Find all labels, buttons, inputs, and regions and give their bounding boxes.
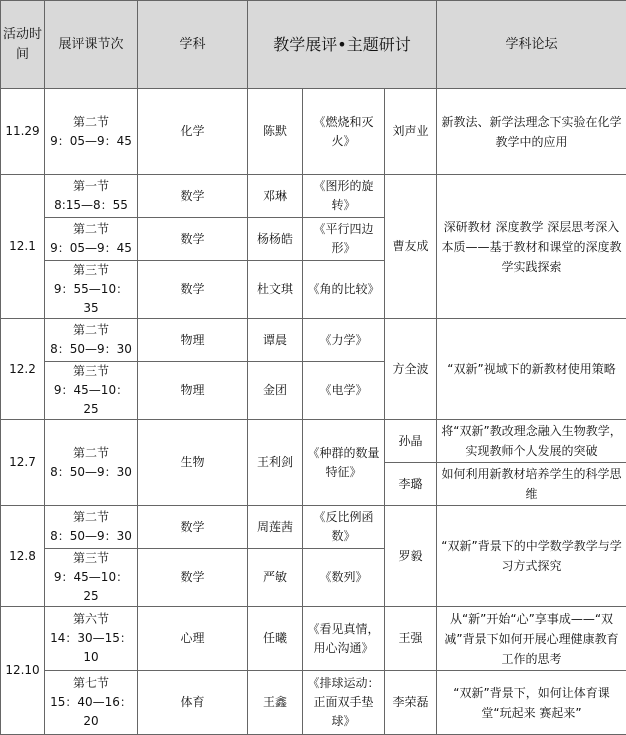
teacher-cell: 杜文琪 <box>248 261 303 319</box>
topic-cell: 《看见真情，用心沟通》 <box>303 607 385 671</box>
topic-cell: 《种群的数量特征》 <box>303 420 385 506</box>
lesson-time: 14：30—15：10 <box>50 631 132 664</box>
speaker-cell: 李璐 <box>385 463 437 506</box>
subject-cell: 物理 <box>138 319 248 362</box>
table-row <box>1 175 626 218</box>
session-cell <box>45 420 138 506</box>
teacher-cell: 杨杨皓 <box>248 218 303 261</box>
forum-cell: “双新”背景下，如何让体育课堂“玩起来 赛起来” <box>437 671 626 735</box>
speaker-cell: 王强 <box>385 607 437 671</box>
table-row <box>1 607 626 671</box>
table-row <box>1 506 626 549</box>
topic-cell: 《力学》 <box>303 319 385 362</box>
session-cell <box>45 506 138 549</box>
session-cell <box>45 319 138 362</box>
date-cell: 12.2 <box>1 319 45 420</box>
forum-cell: 如何利用新教材培养学生的科学思维 <box>437 463 626 506</box>
table-row <box>1 89 626 175</box>
lesson-time: 9：45—10：25 <box>54 383 128 416</box>
lesson-label: 第二节 <box>73 222 109 236</box>
forum-cell: “双新”视域下的新教材使用策略 <box>437 319 626 420</box>
subject-cell: 心理 <box>138 607 248 671</box>
session-cell <box>45 362 138 420</box>
lesson-time: 8：50—9：30 <box>50 342 132 356</box>
header-row <box>1 1 626 89</box>
teacher-cell: 任曦 <box>248 607 303 671</box>
forum-cell: 深研教材 深度教学 深层思考深入本质——基于教材和课堂的深度教学实践探索 <box>437 175 626 319</box>
session-cell <box>45 549 138 607</box>
session-cell <box>45 89 138 175</box>
date-cell: 12.10 <box>1 607 45 735</box>
table-row <box>1 420 626 463</box>
session-cell <box>45 218 138 261</box>
header-session: 展评课节次 <box>45 1 138 89</box>
topic-cell: 《数列》 <box>303 549 385 607</box>
lesson-time: 9：45—10：25 <box>54 570 128 603</box>
lesson-label: 第三节 <box>73 551 109 565</box>
subject-cell: 体育 <box>138 671 248 735</box>
topic-cell: 《图形的旋转》 <box>303 175 385 218</box>
lesson-time: 8：50—9：30 <box>50 465 132 479</box>
subject-cell: 化学 <box>138 89 248 175</box>
subject-cell: 生物 <box>138 420 248 506</box>
lesson-time: 9：05—9：45 <box>50 134 132 148</box>
teacher-cell: 邓琳 <box>248 175 303 218</box>
lesson-time: 9：55—10：35 <box>54 282 128 315</box>
lesson-label: 第三节 <box>73 364 109 378</box>
speaker-cell: 罗毅 <box>385 506 437 607</box>
lesson-time: 9：05—9：45 <box>50 241 132 255</box>
subject-cell: 数学 <box>138 506 248 549</box>
session-cell <box>45 175 138 218</box>
date-cell: 12.1 <box>1 175 45 319</box>
teacher-cell: 周莲茜 <box>248 506 303 549</box>
speaker-cell: 曹友成 <box>385 175 437 319</box>
teacher-cell: 陈默 <box>248 89 303 175</box>
topic-cell: 《反比例函数》 <box>303 506 385 549</box>
header-showcase: 教学展评•主题研讨 <box>248 1 437 89</box>
subject-cell: 数学 <box>138 549 248 607</box>
header-date: 活动时间 <box>1 1 45 89</box>
lesson-time: 8:15—8：55 <box>54 198 128 212</box>
topic-cell: 《电学》 <box>303 362 385 420</box>
speaker-cell: 孙晶 <box>385 420 437 463</box>
teacher-cell: 严敏 <box>248 549 303 607</box>
lesson-label: 第二节 <box>73 115 109 129</box>
lesson-label: 第一节 <box>73 179 109 193</box>
forum-cell: 新教法、新学法理念下实验在化学教学中的应用 <box>437 89 626 175</box>
session-cell <box>45 607 138 671</box>
teacher-cell: 金团 <box>248 362 303 420</box>
date-cell: 12.7 <box>1 420 45 506</box>
subject-cell: 数学 <box>138 218 248 261</box>
table-row <box>1 671 626 735</box>
forum-cell: “双新”背景下的中学数学教学与学习方式探究 <box>437 506 626 607</box>
teacher-cell: 谭晨 <box>248 319 303 362</box>
forum-cell: 将“双新”教改理念融入生物教学，实现教师个人发展的突破 <box>437 420 626 463</box>
session-cell <box>45 671 138 735</box>
lesson-time: 15：40—16：20 <box>50 695 132 728</box>
date-cell: 12.8 <box>1 506 45 607</box>
speaker-cell: 李荣磊 <box>385 671 437 735</box>
subject-cell: 物理 <box>138 362 248 420</box>
lesson-label: 第二节 <box>73 446 109 460</box>
lesson-label: 第七节 <box>73 676 109 690</box>
topic-cell: 《平行四边形》 <box>303 218 385 261</box>
speaker-cell: 刘声业 <box>385 89 437 175</box>
teacher-cell: 王鑫 <box>248 671 303 735</box>
subject-cell: 数学 <box>138 261 248 319</box>
date-cell: 11.29 <box>1 89 45 175</box>
speaker-cell: 方全波 <box>385 319 437 420</box>
topic-cell: 《角的比较》 <box>303 261 385 319</box>
teacher-cell: 王利剑 <box>248 420 303 506</box>
header-forum: 学科论坛 <box>437 1 626 89</box>
subject-cell: 数学 <box>138 175 248 218</box>
table-row <box>1 319 626 362</box>
forum-cell: 从“新”开始“心”享事成——“双减”背景下如何开展心理健康教育工作的思考 <box>437 607 626 671</box>
lesson-label: 第三节 <box>73 263 109 277</box>
topic-cell: 《排球运动：正面双手垫球》 <box>303 671 385 735</box>
session-cell <box>45 261 138 319</box>
lesson-label: 第二节 <box>73 510 109 524</box>
topic-cell: 《燃烧和灭火》 <box>303 89 385 175</box>
lesson-label: 第六节 <box>73 612 109 626</box>
lesson-time: 8：50—9：30 <box>50 529 132 543</box>
lesson-label: 第二节 <box>73 323 109 337</box>
header-subject: 学科 <box>138 1 248 89</box>
